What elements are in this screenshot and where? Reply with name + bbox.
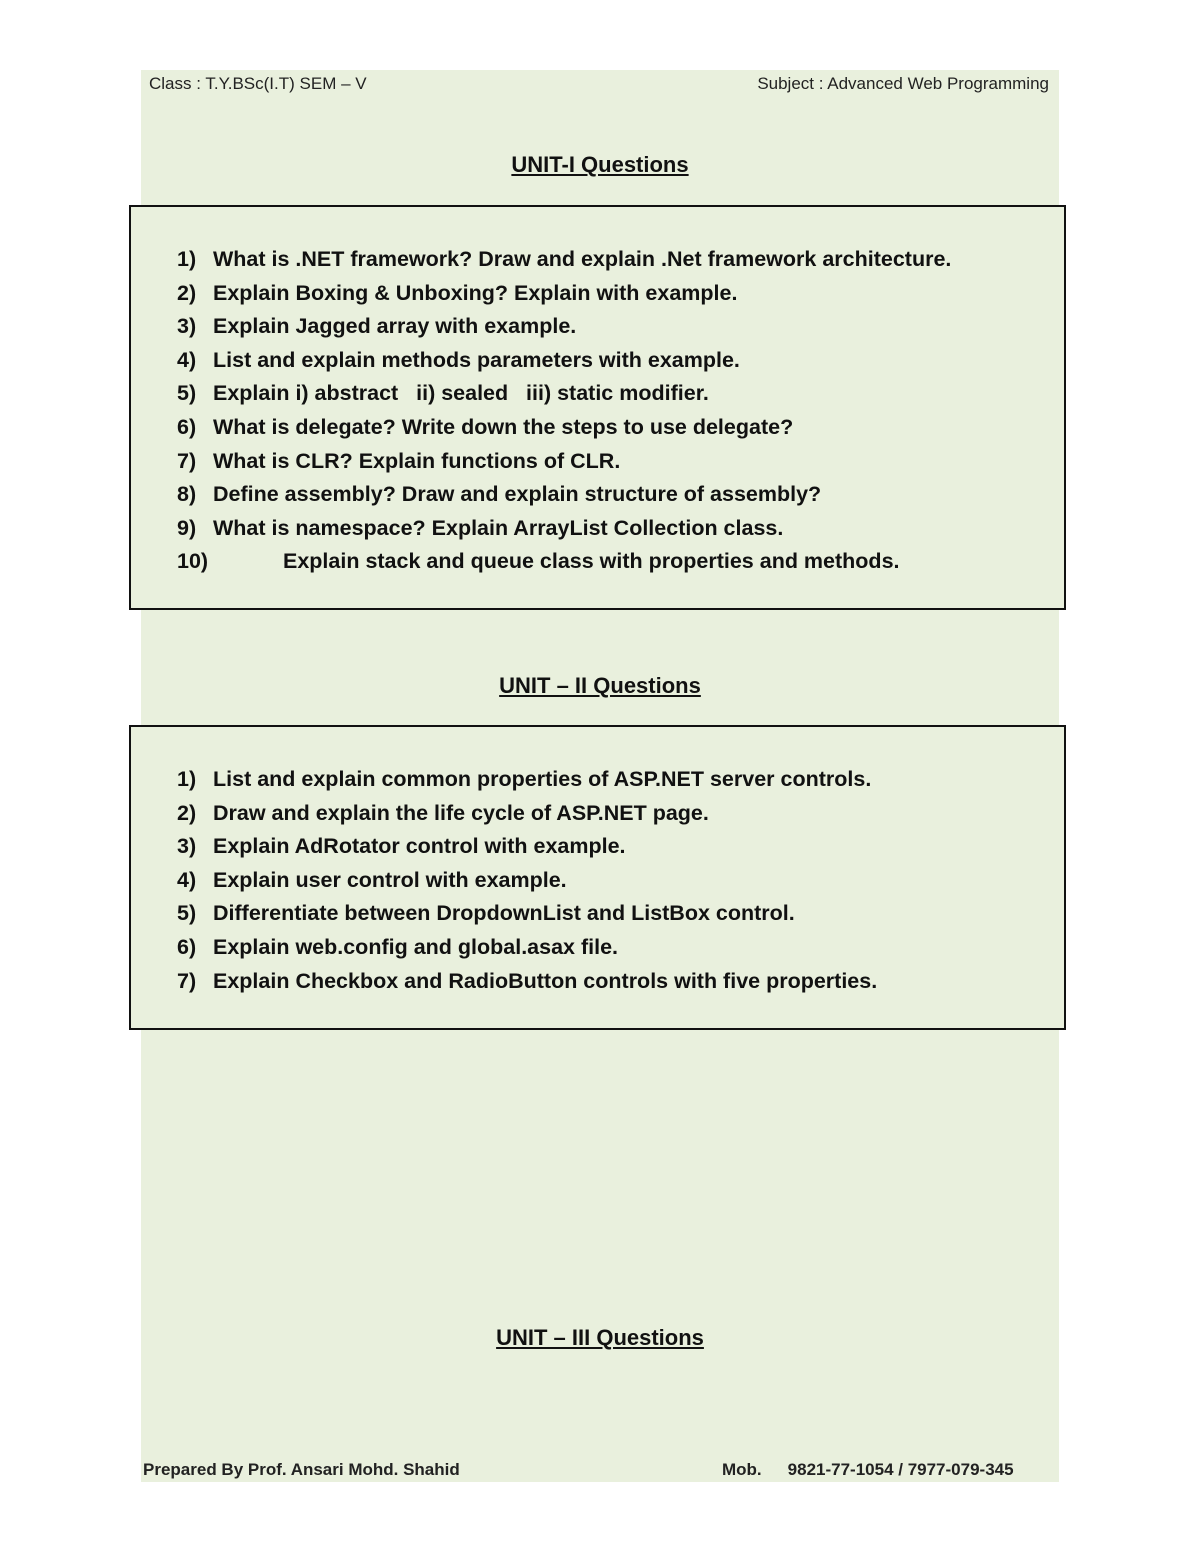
question-item <box>177 965 877 999</box>
question-item <box>177 310 951 344</box>
question-item <box>177 411 951 445</box>
class-label: Class : T.Y.BSc(I.T) SEM – V <box>149 74 367 93</box>
question-text: Explain Jagged array with example. <box>213 314 577 339</box>
question-number: 2) <box>177 280 197 305</box>
question-text: Explain web.config and global.asax file. <box>213 934 619 959</box>
question-item <box>177 897 877 931</box>
question-text: What is .NET framework? Draw and explain .Net framework architecture. <box>213 247 952 271</box>
question-text: Explain AdRotator control with example. <box>213 834 626 859</box>
question-number: 1) <box>177 247 197 271</box>
question-item <box>177 445 951 479</box>
question-text: Differentiate between DropdownList and ListBox control. <box>213 901 795 926</box>
question-number: 4) <box>177 867 197 892</box>
question-item <box>177 830 877 864</box>
subject-label: Subject : Advanced Web Programming <box>757 74 1049 93</box>
question-number: 9) <box>177 515 197 540</box>
question-item <box>177 344 951 378</box>
question-text: What is CLR? Explain functions of CLR. <box>213 448 621 473</box>
unit2-question-box <box>129 725 1066 1030</box>
question-text: Define assembly? Draw and explain structure of assembly? <box>213 482 822 507</box>
question-number: 2) <box>177 800 197 825</box>
prepared-by: Prepared By Prof. Ansari Mohd. Shahid <box>143 1460 460 1479</box>
question-text: Explain user control with example. <box>213 867 567 892</box>
question-item <box>177 478 951 512</box>
unit2-title: UNIT – II Questions <box>499 673 701 698</box>
question-number: 6) <box>177 414 197 439</box>
question-item <box>177 763 877 797</box>
question-text: Explain Checkbox and RadioButton controls with five properties. <box>213 968 878 993</box>
question-text: Explain i) abstract ii) sealed iii) static modifier. <box>213 381 709 406</box>
question-item <box>177 797 877 831</box>
unit3-title: UNIT – III Questions <box>496 1325 704 1350</box>
question-number: 7) <box>177 448 197 473</box>
question-text: Draw and explain the life cycle of ASP.NET page. <box>213 800 709 825</box>
mob-numbers: 9821-77-1054 / 7977-079-345 <box>787 1460 1014 1479</box>
question-text: Explain stack and queue class with properties and methods. <box>283 549 900 574</box>
question-number: 4) <box>177 347 197 372</box>
question-item <box>177 377 951 411</box>
question-text: What is namespace? Explain ArrayList Collection class. <box>213 515 784 540</box>
question-text: What is delegate? Write down the steps to use delegate? <box>213 414 794 439</box>
unit1-title: UNIT-I Questions <box>511 152 689 177</box>
contact-info <box>722 1460 1014 1480</box>
question-text: List and explain methods parameters with example. <box>213 347 740 372</box>
question-number: 10) <box>177 549 209 574</box>
question-number: 5) <box>177 901 197 926</box>
question-number: 5) <box>177 381 197 406</box>
unit2-question-list <box>177 763 877 998</box>
question-item <box>177 931 877 965</box>
mob-label: Mob. <box>722 1460 762 1479</box>
question-item <box>177 512 951 546</box>
question-item <box>177 277 951 311</box>
question-number: 7) <box>177 968 197 993</box>
question-number: 3) <box>177 834 197 859</box>
question-number: 1) <box>177 767 197 791</box>
question-text: List and explain common properties of ASP.NET server controls. <box>213 767 872 791</box>
unit1-question-box <box>129 205 1066 610</box>
question-number: 6) <box>177 934 197 959</box>
question-number: 8) <box>177 482 197 507</box>
question-number: 3) <box>177 314 197 339</box>
question-item <box>177 545 951 579</box>
unit1-question-list <box>177 243 951 579</box>
question-item <box>177 243 951 277</box>
question-item <box>177 864 877 898</box>
question-text: Explain Boxing & Unboxing? Explain with example. <box>213 280 738 305</box>
